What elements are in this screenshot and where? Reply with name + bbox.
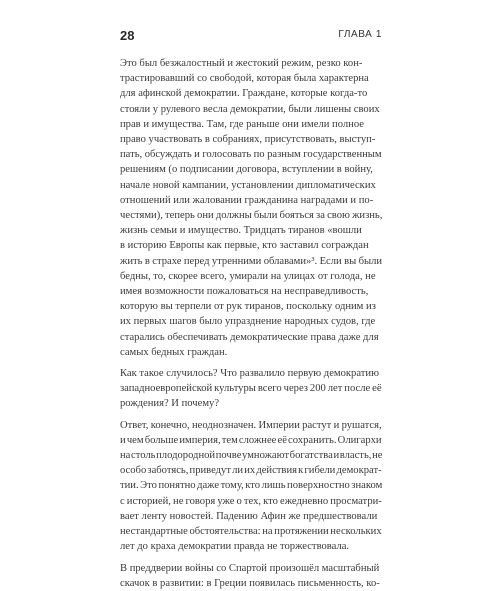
text-line: бедны, то, скорее всего, умирали на улицах от голода, не (120, 270, 376, 282)
chapter-label: ГЛАВА 1 (338, 29, 382, 40)
text-line: начале новой кампании, установлении дипломатических (120, 179, 376, 191)
text-line: В преддверии войны со Спартой произошёл масштабный (120, 562, 380, 574)
text-line: нестандартные обстоятельства: на протяжении нескольких (120, 526, 382, 538)
text-line: жить в страхе перед утренними облавами»³. Если вы были (120, 255, 383, 267)
text-line: имея возможности пожаловаться на несправедливость, (120, 286, 369, 298)
text-line: самых бедных граждан. (120, 346, 228, 358)
text-line: жизнь семьи и имущество. Тридцать тиранов «вошли (120, 225, 362, 237)
text-line: тии. Это понятно даже тому, кто лишь поверхностно знаком (120, 480, 383, 492)
text-line: отношений или жаловании гражданина наградами и по- (120, 194, 374, 206)
text-line: их первых шагов было упразднение народных судов, где (120, 316, 376, 328)
text-line: трастировавший со свободой, которая была характерна (120, 73, 369, 85)
text-line: на столь плодородной почве умножают богатства и власть, не (120, 450, 383, 462)
page-header (120, 28, 382, 44)
text-line: решениям (о подписании договора, вступлении в войну, (120, 164, 373, 176)
body-text (120, 56, 382, 591)
text-line: западноевропейской культуры всего через 200 лет после её (120, 383, 382, 395)
text-line: для афинской демократии. Граждане, которые когда-то (120, 88, 368, 100)
paragraph (120, 561, 382, 591)
text-line: особо заботясь, приведут ли их действия к гибели демократ- (120, 465, 382, 477)
text-line: Это был безжалостный и жестокий режим, резко кон- (120, 58, 363, 69)
text-line: вает ленту новостей. Падению Афин же предшествовали (120, 510, 378, 522)
text-line: Ответ, конечно, неоднозначен. Империи растут и рушатся, (120, 419, 382, 431)
text-line: стояли у рулевого весла демократии, были лишены своих (120, 103, 380, 115)
text-line: прав и имущества. Там, где раньше они имели полное (120, 118, 364, 130)
page-number: 28 (120, 28, 135, 43)
text-line: честями), теперь они должны были бояться за свою жизнь, (120, 210, 383, 222)
paragraph (120, 56, 382, 360)
text-line: право участвовать в собраниях, присутствовать, выступ- (120, 134, 376, 146)
text-line: в историю Европы как первые, кто заставил сограждан (120, 240, 369, 252)
text-line: с историей, не говоря уже о тех, кто ежедневно просматри- (120, 495, 382, 507)
text-line: Как такое случилось? Что развалило первую демократию (120, 368, 379, 380)
text-line: которую вы терпели от рук тиранов, поскольку одним из (120, 301, 376, 313)
text-line: и чем больше империя, тем сложнее её сохранить. Олигархи (120, 434, 382, 446)
text-line: скачок в развитии: в Греции появилась письменность, ко- (120, 577, 380, 589)
text-line: лет до краха демократии правда не торжествовала. (120, 541, 350, 553)
text-line: пать, обсуждать и голосовать по разным государственным (120, 149, 382, 161)
text-line: старались обеспечивать демократические права даже для (120, 331, 379, 343)
paragraph (120, 366, 382, 412)
text-line: рождения? И почему? (120, 398, 220, 410)
paragraph (120, 418, 382, 555)
